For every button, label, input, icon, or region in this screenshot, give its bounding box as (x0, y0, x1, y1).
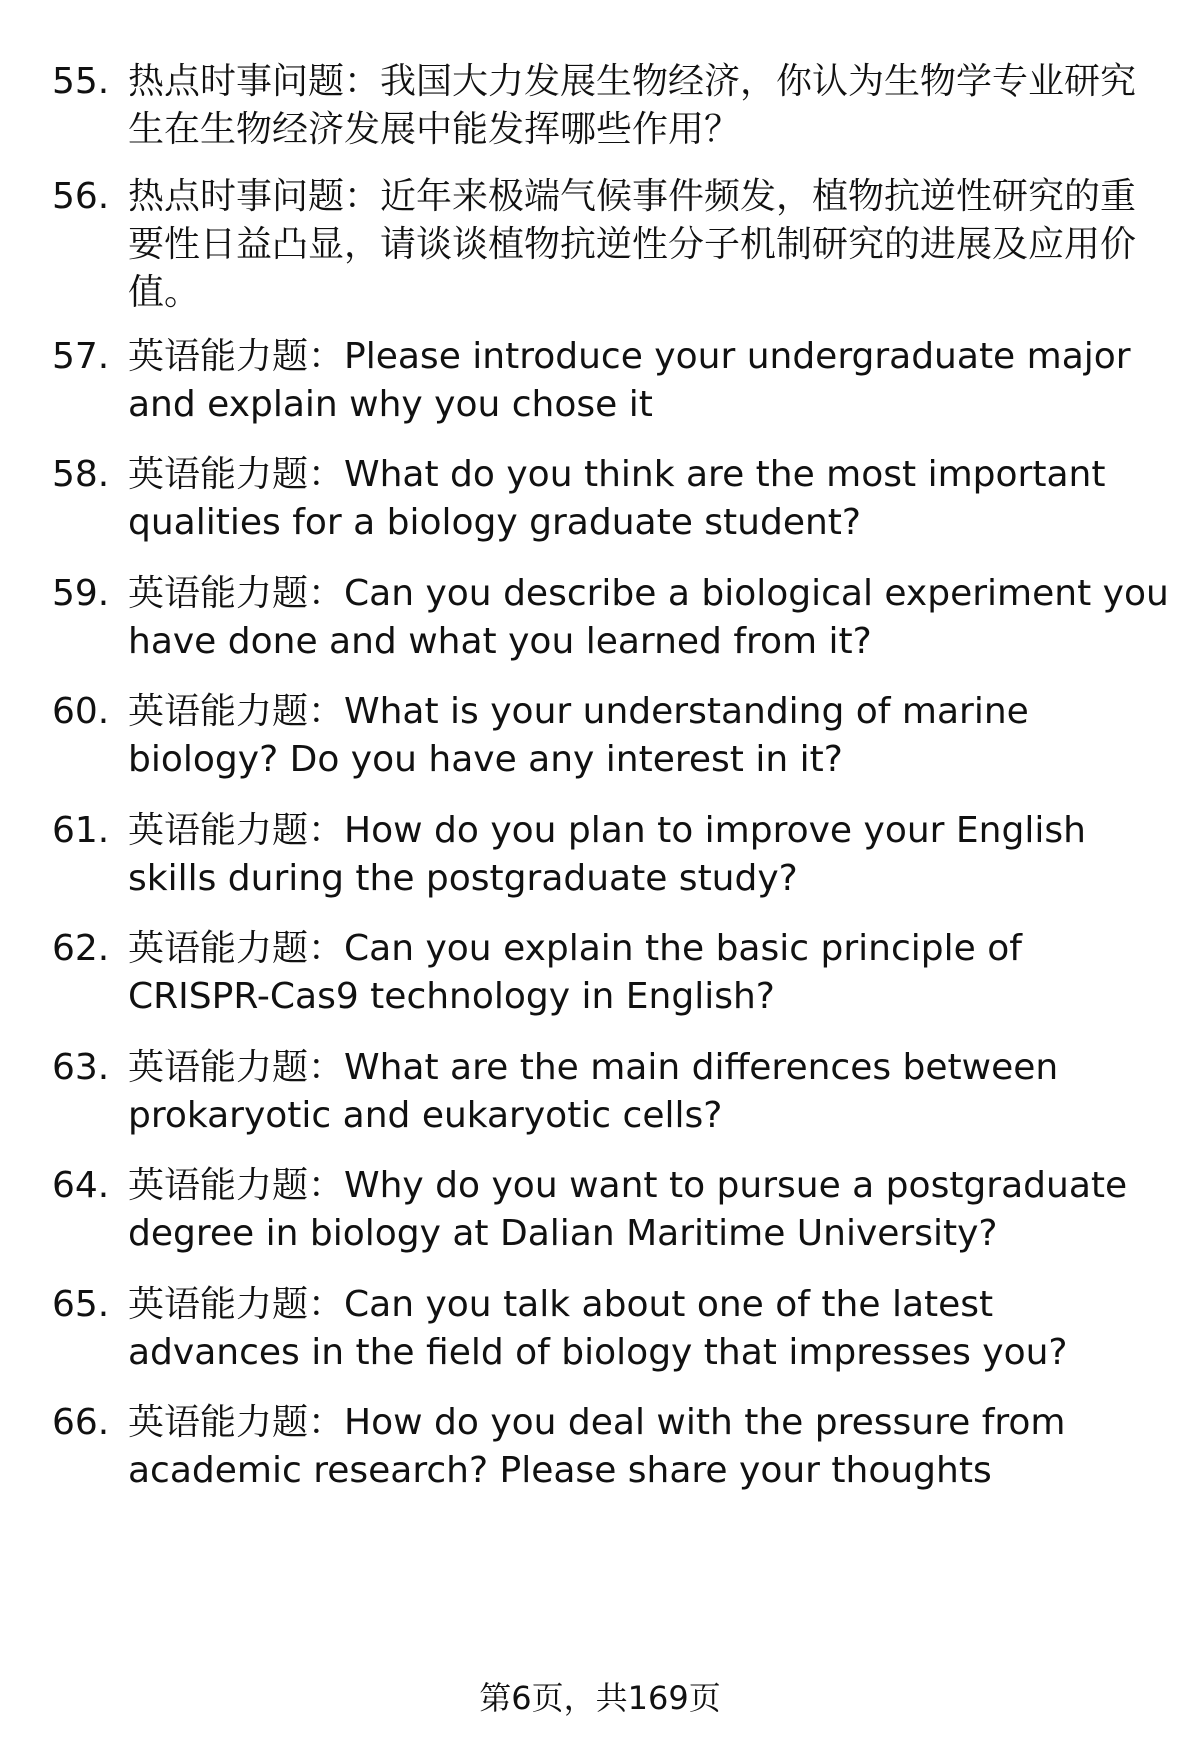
question-text (128, 58, 1172, 154)
question-category: 英语能力题： (128, 691, 345, 732)
question-text (128, 173, 1172, 317)
question-number: 64. (52, 1165, 110, 1206)
question-category: 热点时事问题： (128, 176, 381, 217)
page-number-label: 第6页，共169页 (479, 1679, 721, 1717)
question-content: How do you deal with the pressure from academic research? Please share your thoughts (128, 1402, 1066, 1491)
question-text (128, 333, 1172, 429)
question-text (128, 1281, 1172, 1377)
question-item-65 (52, 1281, 1172, 1377)
question-item-62 (52, 925, 1172, 1021)
page-footer (0, 1678, 1200, 1718)
question-content: Can you explain the basic principle of CRISPR-Cas9 technology in English? (128, 928, 1022, 1017)
question-number: 56. (52, 176, 110, 217)
question-number: 61. (52, 810, 110, 851)
question-item-55 (52, 58, 1172, 154)
question-category: 热点时事问题： (128, 61, 381, 102)
question-category: 英语能力题： (128, 1402, 345, 1443)
question-text (128, 451, 1172, 547)
question-content: Why do you want to pursue a postgraduate degree in biology at Dalian Maritime University? (128, 1165, 1128, 1254)
question-text (128, 570, 1172, 666)
question-number: 66. (52, 1402, 110, 1443)
question-number: 65. (52, 1284, 110, 1325)
question-item-64 (52, 1162, 1172, 1258)
question-text (128, 1044, 1172, 1140)
question-content: Please introduce your undergraduate major and explain why you chose it (128, 336, 1131, 425)
question-item-63 (52, 1044, 1172, 1140)
question-text (128, 1399, 1172, 1495)
question-content: What is your understanding of marine biology? Do you have any interest in it? (128, 691, 1029, 780)
question-item-57 (52, 333, 1172, 429)
question-number: 59. (52, 573, 110, 614)
question-content: 近年来极端气候事件频发，植物抗逆性研究的重要性日益凸显，请谈谈植物抗逆性分子机制研究的进展及应用价值。 (128, 176, 1137, 313)
question-category: 英语能力题： (128, 1047, 345, 1088)
question-item-61 (52, 807, 1172, 903)
question-text (128, 925, 1172, 1021)
question-category: 英语能力题： (128, 810, 345, 851)
question-text (128, 1162, 1172, 1258)
question-content: How do you plan to improve your English skills during the postgraduate study? (128, 810, 1086, 899)
question-category: 英语能力题： (128, 928, 345, 969)
question-category: 英语能力题： (128, 573, 345, 614)
question-number: 63. (52, 1047, 110, 1088)
question-content: Can you describe a biological experiment you have done and what you learned from it? (128, 573, 1169, 662)
question-item-66 (52, 1399, 1172, 1495)
question-item-56 (52, 173, 1172, 317)
question-category: 英语能力题： (128, 1165, 345, 1206)
question-number: 58. (52, 454, 110, 495)
question-category: 英语能力题： (128, 336, 345, 377)
question-number: 62. (52, 928, 110, 969)
question-category: 英语能力题： (128, 1284, 345, 1325)
question-number: 55. (52, 61, 110, 102)
question-number: 57. (52, 336, 110, 377)
question-text (128, 688, 1172, 784)
question-category: 英语能力题： (128, 454, 345, 495)
question-content: What do you think are the most important qualities for a biology graduate student? (128, 454, 1106, 543)
question-item-60 (52, 688, 1172, 784)
question-item-59 (52, 570, 1172, 666)
question-content: 我国大力发展生物经济，你认为生物学专业研究生在生物经济发展中能发挥哪些作用？ (128, 61, 1137, 150)
question-content: What are the main differences between prokaryotic and eukaryotic cells? (128, 1047, 1059, 1136)
question-number: 60. (52, 691, 110, 732)
question-item-58 (52, 451, 1172, 547)
question-content: Can you talk about one of the latest advances in the field of biology that impresses you? (128, 1284, 1068, 1373)
question-text (128, 807, 1172, 903)
